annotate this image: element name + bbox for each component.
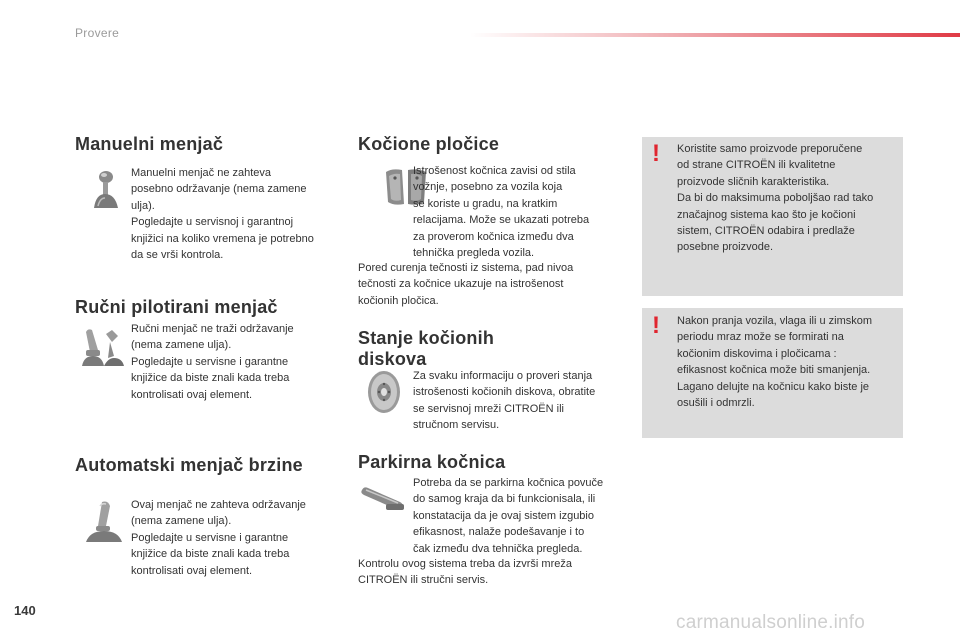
parking-brake-title: Parkirna kočnica [358, 452, 506, 472]
piloted-gearbox-title: Ručni pilotirani menjač [75, 297, 278, 317]
page-number: 140 [14, 603, 36, 618]
manual-gear-lever-icon [88, 170, 122, 210]
brake-pads-title: Kočione pločice [358, 134, 500, 154]
warning-exclamation-icon: ! [652, 312, 660, 339]
note-box-washing [642, 308, 903, 438]
watermark: carmanualsonline.info [676, 612, 866, 633]
warning-exclamation-icon: ! [652, 140, 660, 167]
brake-pads-text: Istrošenost kočnica zavisi od stila vožnje, posebno za vozila koja se koriste u gradu, na kratkim relacijama. Može se ukazati potreba za proverom kočnica između dva tehnička pregleda vozila. [413, 165, 590, 260]
header-accent-bar [470, 33, 960, 37]
piloted-gear-lever-icon [78, 326, 126, 368]
section-label: Provere [75, 26, 120, 40]
brake-discs-title: Stanje kočionih diskova [358, 328, 495, 369]
piloted-gearbox-text: Ručni menjač ne traži održavanje (nema zamene ulja). Pogledajte u servisne i garantne knjižice da biste znali kada treba kontrolisati ovaj element. [131, 323, 294, 401]
note-washing-text: Nakon pranja vozila, vlaga ili u zimskom periodu mraz može se formirati na kočionim diskovima i pločicama : efikasnost kočnica može biti smanjenja. Lagano delujte na kočnicu kako biste je osušili i odmrzli. [677, 315, 873, 410]
manual-gearbox-title: Manuelni menjač [75, 134, 224, 154]
automatic-gear-lever-icon [84, 500, 124, 544]
note-products-text: Koristite samo proizvode preporučene od strane CITROËN ili kvalitetne proizvode sličnih karakteristika. Da bi do maksimuma poboljšao rad tako značajnog sistema kao što je kočioni sistem, CITROËN odabira i predlaže posebne proizvode. [677, 143, 874, 254]
note-box-products [642, 137, 903, 296]
parking-brake-text: Potreba da se parkirna kočnica povuče do samog kraja da bi funkcionisala, ili konstatacija da je ovaj sistem izgubio efikasnost, nalaže podešavanje i to čak između dva tehnička pregleda. [413, 477, 604, 555]
parking-brake-text-2: Kontrolu ovog sistema treba da izvrši mreža CITROËN ili stručni servis. [358, 558, 572, 587]
automatic-gearbox-text: Ovaj menjač ne zahteva održavanje (nema zamene ulja). Pogledajte u servisne i garantne knjižice da biste znali kada treba kontrolisati ovaj element. [131, 499, 306, 577]
manual-gearbox-text: Manuelni menjač ne zahteva posebno održavanje (nema zamene ulja). Pogledajte u servisnoj i garantnoj knjižici na koliko vremena je potrebno da se vrši kontrola. [131, 167, 314, 262]
brake-disc-icon [364, 368, 404, 416]
brake-discs-text: Za svaku informaciju o proveri stanja istrošenosti kočionih diskova, obratite se servisnoj mreži CITROËN ili stručnom servisu. [413, 370, 596, 432]
brake-pads-text-2: Pored curenja tečnosti iz sistema, pad nivoa tečnosti za kočnice ukazuje na istrošenost kočionih pločica. [358, 262, 574, 307]
parking-brake-lever-icon [360, 486, 406, 512]
automatic-gearbox-title: Automatski menjač brzine [75, 455, 303, 475]
